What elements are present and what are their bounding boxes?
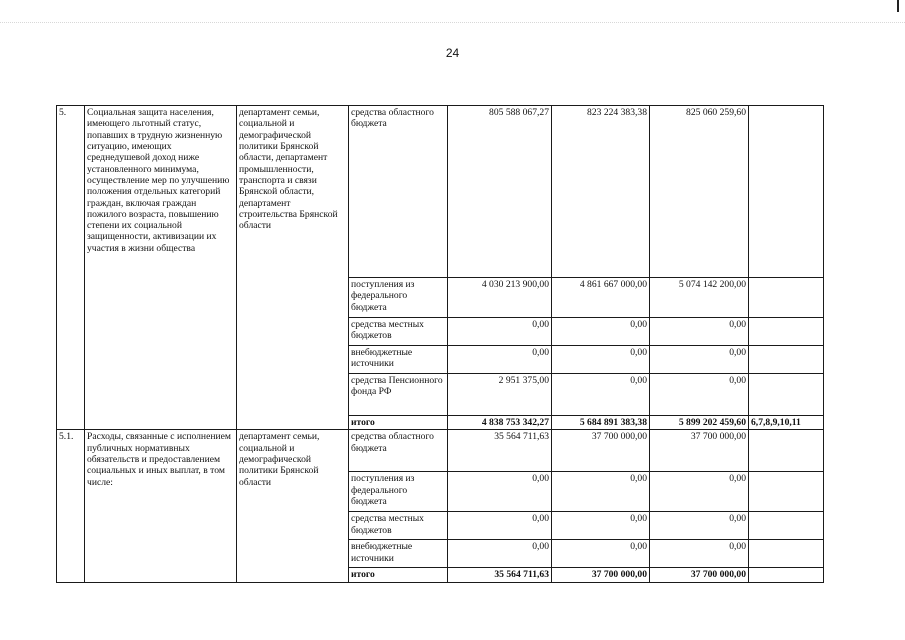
funding-source-total: итого [349, 416, 448, 430]
value-year-1: 0,00 [448, 512, 552, 540]
value-year-2: 0,00 [552, 346, 650, 374]
funding-source: средства местных бюджетов [349, 512, 448, 540]
funding-source-total: итого [349, 568, 448, 582]
value-year-3: 0,00 [650, 346, 749, 374]
value-year-1: 4 030 213 900,00 [448, 278, 552, 318]
indicator-ref [749, 568, 824, 582]
value-year-2: 0,00 [552, 540, 650, 568]
value-year-1: 0,00 [448, 472, 552, 512]
value-year-3: 825 060 259,60 [650, 106, 749, 278]
value-year-3: 0,00 [650, 318, 749, 346]
value-year-2: 0,00 [552, 472, 650, 512]
value-year-2: 0,00 [552, 374, 650, 416]
value-year-2: 4 861 667 000,00 [552, 278, 650, 318]
indicator-ref [749, 512, 824, 540]
indicator-ref [749, 318, 824, 346]
value-year-1: 0,00 [448, 540, 552, 568]
funding-source: поступления из федерального бюджета [349, 278, 448, 318]
value-year-3: 37 700 000,00 [650, 430, 749, 472]
row-number: 5.1. [57, 430, 85, 582]
value-year-1: 35 564 711,63 [448, 430, 552, 472]
value-year-3: 0,00 [650, 374, 749, 416]
value-year-1: 0,00 [448, 346, 552, 374]
indicator-ref [749, 374, 824, 416]
funding-source: поступления из федерального бюджета [349, 472, 448, 512]
value-year-1: 805 588 067,27 [448, 106, 552, 278]
total-year-2: 37 700 000,00 [552, 568, 650, 582]
total-year-3: 37 700 000,00 [650, 568, 749, 582]
value-year-1: 0,00 [448, 318, 552, 346]
value-year-3: 0,00 [650, 472, 749, 512]
value-year-2: 0,00 [552, 318, 650, 346]
indicator-ref [749, 346, 824, 374]
table-row [57, 106, 824, 278]
indicator-ref [749, 106, 824, 278]
funding-source: внебюджетные источники [349, 540, 448, 568]
indicator-ref: 6,7,8,9,10,11 [749, 416, 824, 430]
indicator-ref [749, 472, 824, 512]
value-year-2: 37 700 000,00 [552, 430, 650, 472]
budget-table [56, 105, 824, 583]
total-year-3: 5 899 202 459,60 [650, 416, 749, 430]
value-year-1: 2 951 375,00 [448, 374, 552, 416]
value-year-3: 5 074 142 200,00 [650, 278, 749, 318]
row-executor: департамент семьи, социальной и демографической политики Брянской области, департамент промышленности, транспорта и связи Брянской области, департамент строительства Брянской области [237, 106, 349, 430]
value-year-2: 0,00 [552, 512, 650, 540]
total-year-1: 35 564 711,63 [448, 568, 552, 582]
funding-source: средства местных бюджетов [349, 318, 448, 346]
value-year-2: 823 224 383,38 [552, 106, 650, 278]
scan-mark [897, 0, 899, 12]
row-description: Расходы, связанные с исполнением публичных нормативных обязательств и предоставлением социальных и иных выплат, в том числе: [85, 430, 237, 582]
funding-source: средства областного бюджета [349, 430, 448, 472]
funding-source: средства Пенсионного фонда РФ [349, 374, 448, 416]
row-description: Социальная защита населения, имеющего льготный статус, попавших в трудную жизненную ситуацию, имеющих среднедушевой доход ниже установленного минимума, осуществление мер по улучшению положения отдельных категорий граждан, включая граждан пожилого возраста, повышению степени их социальной защищенности, активизации их участия в жизни общества [85, 106, 237, 430]
funding-source: средства областного бюджета [349, 106, 448, 278]
indicator-ref [749, 540, 824, 568]
table-row [57, 430, 824, 472]
funding-source: внебюджетные источники [349, 346, 448, 374]
value-year-3: 0,00 [650, 512, 749, 540]
total-year-1: 4 838 753 342,27 [448, 416, 552, 430]
total-year-2: 5 684 891 383,38 [552, 416, 650, 430]
row-number: 5. [57, 106, 85, 430]
row-executor: департамент семьи, социальной и демографической политики Брянской области [237, 430, 349, 582]
indicator-ref [749, 430, 824, 472]
value-year-3: 0,00 [650, 540, 749, 568]
page-number: 24 [445, 46, 460, 60]
scan-edge [0, 0, 905, 23]
indicator-ref [749, 278, 824, 318]
